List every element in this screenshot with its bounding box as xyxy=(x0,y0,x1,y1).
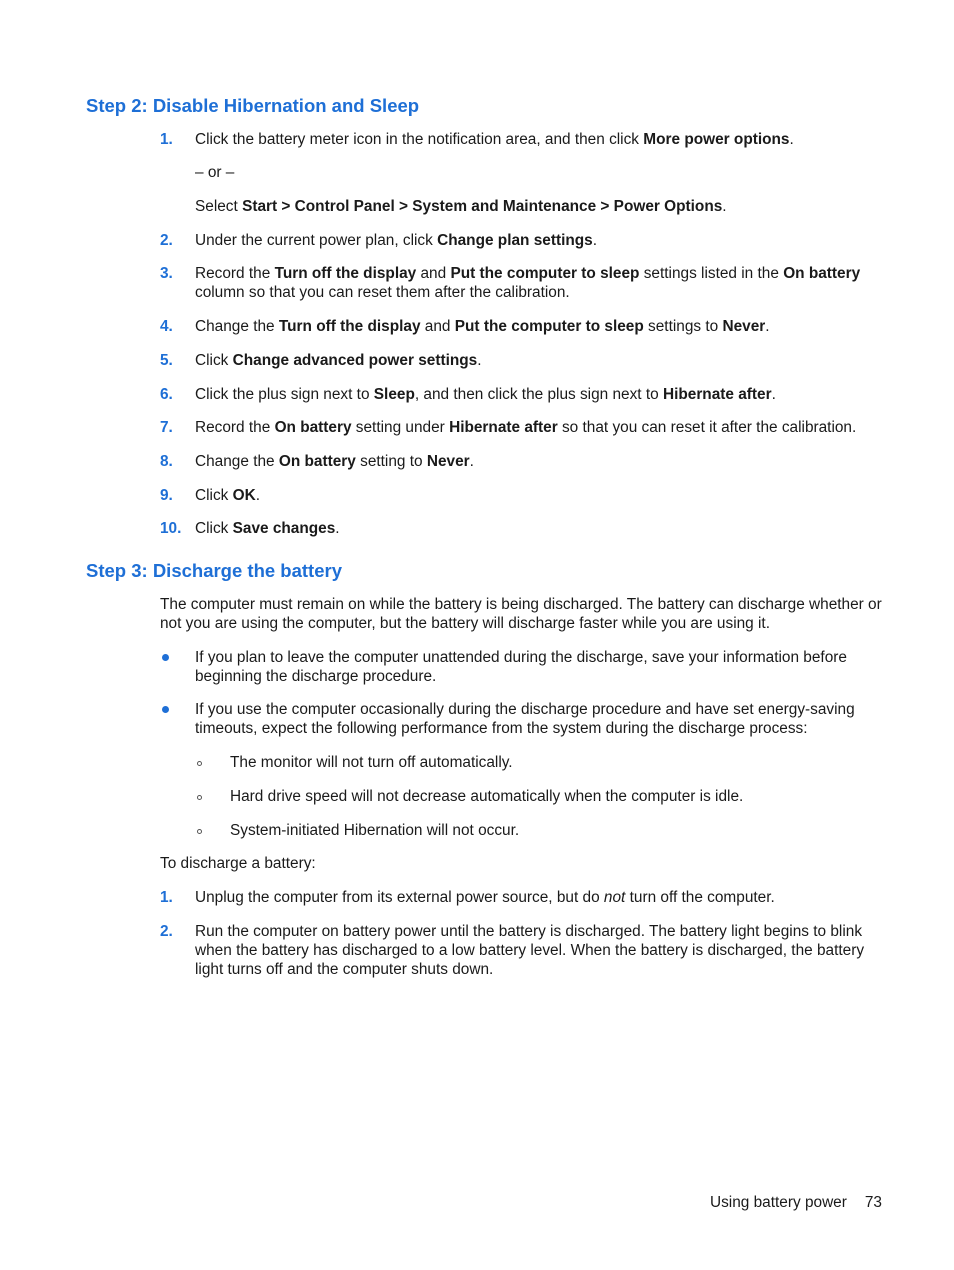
or-separator: – or – xyxy=(195,164,235,181)
bullet-icon xyxy=(162,654,169,661)
step-number: 4. xyxy=(160,318,173,335)
step-number: 8. xyxy=(160,453,173,470)
section-heading-step3: Step 3: Discharge the battery xyxy=(86,560,342,581)
step-number: 3. xyxy=(160,265,173,282)
step-number: 7. xyxy=(160,419,173,436)
circle-bullet-icon xyxy=(197,761,202,766)
bullet-icon xyxy=(162,706,169,713)
circle-bullet-icon xyxy=(197,829,202,834)
step-number: 2. xyxy=(160,923,173,940)
step-number: 1. xyxy=(160,889,173,906)
sub-bullet-text: System-initiated Hibernation will not occur. xyxy=(230,822,520,839)
page-number: 73 xyxy=(864,1194,882,1211)
step-number: 9. xyxy=(160,487,173,504)
page-footer xyxy=(710,1193,882,1212)
step-text: Change the Turn off the display and Put the computer to sleep settings to Never. xyxy=(195,318,770,335)
step-text: Click OK. xyxy=(195,487,260,504)
circle-bullet-icon xyxy=(197,795,202,800)
step-text: Run the computer on battery power until the battery is discharged. The battery light begins to blink when the battery has discharged to a low battery level. When the battery is discharged, the battery light turns off and the computer shuts down. xyxy=(195,923,865,978)
step-text: Click Change advanced power settings. xyxy=(195,352,482,369)
step-text: Click the plus sign next to Sleep, and then click the plus sign next to Hibernate after. xyxy=(195,386,776,403)
step-text: Click Save changes. xyxy=(195,520,340,537)
select-path-text: Select Start > Control Panel > System and Maintenance > Power Options. xyxy=(195,198,727,215)
step-number: 6. xyxy=(160,386,173,403)
step-text: Click the battery meter icon in the notification area, and then click More power options. xyxy=(195,131,794,148)
step-number: 5. xyxy=(160,352,173,369)
bullet-text: If you use the computer occasionally during the discharge procedure and have set energy-saving timeouts, expect the following performance from the system during the discharge process: xyxy=(195,701,855,737)
step-number: 2. xyxy=(160,232,173,249)
section-heading-step2: Step 2: Disable Hibernation and Sleep xyxy=(86,95,420,116)
step-text: Record the Turn off the display and Put the computer to sleep settings listed in the On battery column so that you can reset them after the calibration. xyxy=(195,265,861,301)
step-text: Change the On battery setting to Never. xyxy=(195,453,474,470)
to-discharge-text: To discharge a battery: xyxy=(160,855,316,872)
step-number: 10. xyxy=(160,520,182,537)
step-number: 1. xyxy=(160,131,173,148)
bullet-text: If you plan to leave the computer unattended during the discharge, save your information before beginning the discharge procedure. xyxy=(195,649,847,685)
step-text: Under the current power plan, click Change plan settings. xyxy=(195,232,598,249)
intro-paragraph: The computer must remain on while the battery is being discharged. The battery can discharge whether or not you are using the computer, but the battery will discharge faster while you are using it. xyxy=(160,596,882,632)
step-text: Unplug the computer from its external power source, but do not turn off the computer. xyxy=(195,889,775,906)
footer-label: Using battery power xyxy=(710,1194,847,1211)
step-text: Record the On battery setting under Hibernate after so that you can reset it after the calibration. xyxy=(195,419,857,436)
sub-bullet-text: Hard drive speed will not decrease automatically when the computer is idle. xyxy=(230,788,744,805)
sub-bullet-text: The monitor will not turn off automatically. xyxy=(230,754,513,771)
